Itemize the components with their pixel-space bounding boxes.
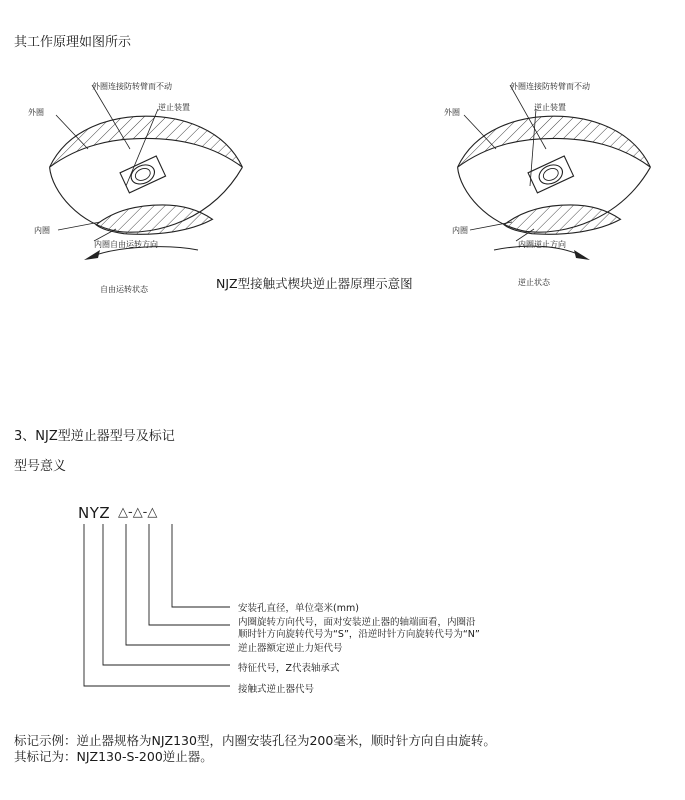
legend-rotation-2: 顺时针方向旋转代号为“S”，沿逆时针方向旋转代号为“N” bbox=[238, 629, 480, 640]
label-direction: 内圈逆止方向 bbox=[518, 240, 566, 249]
legend-rotation-1: 内圈旋转方向代号，面对安装逆止器的轴端面看，内圈沿 bbox=[238, 617, 476, 628]
model-prefix: NYZ bbox=[78, 504, 111, 522]
diagram-backstop bbox=[444, 74, 664, 304]
intro-text: 其工作原理如图所示 bbox=[14, 35, 132, 50]
label-direction: 内圈自由运转方向 bbox=[94, 240, 158, 249]
example-line-2: 其标记为：NJZ130-S-200逆止器。 bbox=[14, 749, 213, 764]
label-outer: 外圈 bbox=[444, 108, 460, 117]
label-device: 逆止装置 bbox=[158, 103, 190, 112]
model-triangles: △-△-△ bbox=[118, 505, 158, 520]
legend-feature: 特征代号，Z代表轴承式 bbox=[238, 663, 340, 674]
legend-bore: 安装孔直径，单位毫米(mm) bbox=[238, 603, 359, 614]
model-code-diagram bbox=[70, 500, 550, 700]
label-inner: 内圈 bbox=[34, 226, 50, 235]
legend-type: 接触式逆止器代号 bbox=[238, 684, 315, 695]
figure-caption: NJZ型接触式楔块逆止器原理示意图 bbox=[216, 276, 413, 291]
diagram-free-running bbox=[28, 74, 248, 304]
section-title: 3、NJZ型逆止器型号及标记 bbox=[14, 429, 175, 444]
label-fixed-outer: 外圈连接防转臂而不动 bbox=[92, 82, 172, 91]
subsection-title: 型号意义 bbox=[14, 459, 67, 474]
label-state: 自由运转状态 bbox=[100, 285, 148, 294]
label-fixed-outer: 外圈连接防转臂而不动 bbox=[510, 82, 590, 91]
label-device: 逆止装置 bbox=[534, 103, 566, 112]
label-outer: 外圈 bbox=[28, 108, 44, 117]
label-inner: 内圈 bbox=[452, 226, 468, 235]
example-line-1: 标记示例：逆止器规格为NJZ130型，内圈安装孔径为200毫米，顺时针方向自由旋转。 bbox=[14, 733, 496, 748]
label-state: 逆止状态 bbox=[518, 278, 550, 287]
legend-torque: 逆止器额定逆止力矩代号 bbox=[238, 643, 343, 654]
